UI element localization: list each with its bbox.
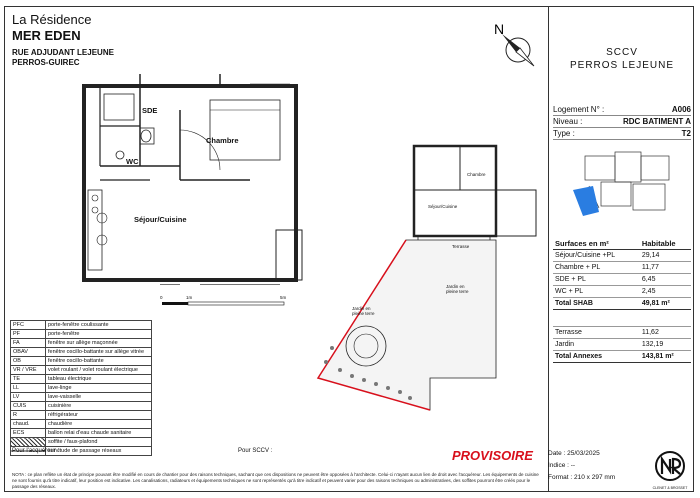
garden-plan [310, 140, 548, 415]
scale-bar [160, 292, 290, 312]
date-block [548, 448, 644, 484]
legend-row: PF porte-fenêtre [11, 330, 152, 339]
legend-row: PFC porte-fenêtre coulissante [11, 321, 152, 330]
legend-row: VR / VRE volet roulant / volet roulant électrique [11, 366, 152, 375]
surface-row: SDE + PL 6,45 [553, 274, 691, 286]
residence-name: MER EDEN [12, 28, 81, 43]
site-minimap [569, 146, 679, 226]
address [12, 48, 114, 68]
residence-label: La Résidence [12, 12, 92, 27]
logo-caption: CLENET & BROSSET [652, 486, 688, 490]
format-text: Format : 210 x 297 mm [548, 474, 616, 481]
legend-row: TE tableau électrique [11, 375, 152, 384]
legend-row: soffite / faux-plafond [11, 438, 152, 447]
legend-row: R réfrigérateur [11, 411, 152, 420]
lot-info [553, 104, 691, 140]
address-street: RUE ADJUDANT LEJEUNE [12, 48, 114, 57]
surfaces-table [553, 238, 691, 363]
indice-text: Indice : -- [548, 462, 576, 469]
spacer-row [553, 310, 691, 327]
legend-row: LL lave-linge [11, 384, 152, 393]
legend-row: LV lave-vaisselle [11, 393, 152, 402]
architect-logo [650, 448, 690, 488]
surface-row: Chambre + PL 11,77 [553, 262, 691, 274]
legend-row: OBAV fenêtre oscillo-battante sur allège vitrée [11, 348, 152, 357]
title-block [548, 6, 695, 492]
scale-1m: 1m [186, 295, 193, 300]
room-label-chambre: Chambre [206, 136, 239, 145]
sccv-signature: Pour SCCV : [238, 448, 273, 454]
small-label-jardin-2: Jardin en pleine terre [352, 306, 375, 316]
legend-row: chaud. chaudière [11, 420, 152, 429]
total-shab-row: Total SHAB 49,81 m² [553, 298, 691, 310]
surface-row: Séjour/Cuisine +PL 29,14 [553, 250, 691, 262]
room-label-sde: SDE [142, 106, 158, 115]
surface-row: WC + PL 2,45 [553, 286, 691, 298]
main-floor-plan [80, 70, 305, 285]
room-label-wc: WC [126, 157, 139, 166]
legend-row: ECS ballon relai d'eau chaude sanitaire [11, 429, 152, 438]
company-line-1: SCCV [606, 47, 638, 58]
svg-text:N: N [494, 21, 505, 37]
legend-table [10, 320, 152, 456]
info-row: Logement N° : A006 [553, 105, 691, 114]
small-label-jardin: Jardin en pleine terre [446, 284, 469, 294]
small-label-chambre: Chambre [467, 172, 486, 177]
room-label-sejour: Séjour/Cuisine [134, 215, 187, 224]
surfaces-header-row: Surfaces en m² Habitable [553, 238, 691, 250]
legend-row: OB fenêtre oscillo-battante [11, 357, 152, 366]
annex-row: Terrasse 11,62 [553, 327, 691, 339]
disclaimer-note: NOTA : ce plan reflète un état de principe pouvant être modifié en cours de chantier pour des raisons techniques, sachant que ces dispositions ne peuvent être opposées à l'architecte. Celui-ci n'ayant aucun lien de droit avec l'acquéreur. Les équipements de cuisine ne sont fournis qu'à titre indicatif, leur position est indicative. Les canalisations, radiateurs et équipements techniques ne sont représentés qu'à titre indicatif et peuvent varier pour des raisons techniques ou administratives, des soffites pourront être créés pour le passage des réseaux. [12, 472, 539, 489]
small-label-terrasse: Terrasse [452, 244, 470, 249]
soffite-swatch [11, 438, 46, 447]
address-city: PERROS-GUIREC [12, 58, 80, 67]
company-block [549, 46, 695, 72]
legend-row: FA fenêtre sur allège maçonnée [11, 339, 152, 348]
north-arrow-icon [490, 20, 540, 72]
company-line-2: PERROS LEJEUNE [569, 60, 675, 71]
info-row: Type : T2 [553, 129, 691, 138]
legend-row: CUIS cuisinière [11, 402, 152, 411]
provisoire-stamp: PROVISOIRE [452, 448, 533, 463]
annex-row: Jardin 132,19 [553, 339, 691, 351]
info-row: Niveau : RDC BATIMENT A [553, 117, 691, 126]
date-text: Date : 25/03/2025 [548, 450, 600, 457]
total-annexes-row: Total Annexes 143,81 m² [553, 351, 691, 363]
scale-5m: 5m [280, 295, 287, 300]
scale-zero: 0 [160, 295, 163, 300]
legend-row: servitude de passage réseaux [11, 447, 152, 456]
acquereur-signature: Pour l'acquéreur : [12, 448, 60, 454]
small-label-sejour: Séjour/Cuisine [428, 204, 458, 209]
